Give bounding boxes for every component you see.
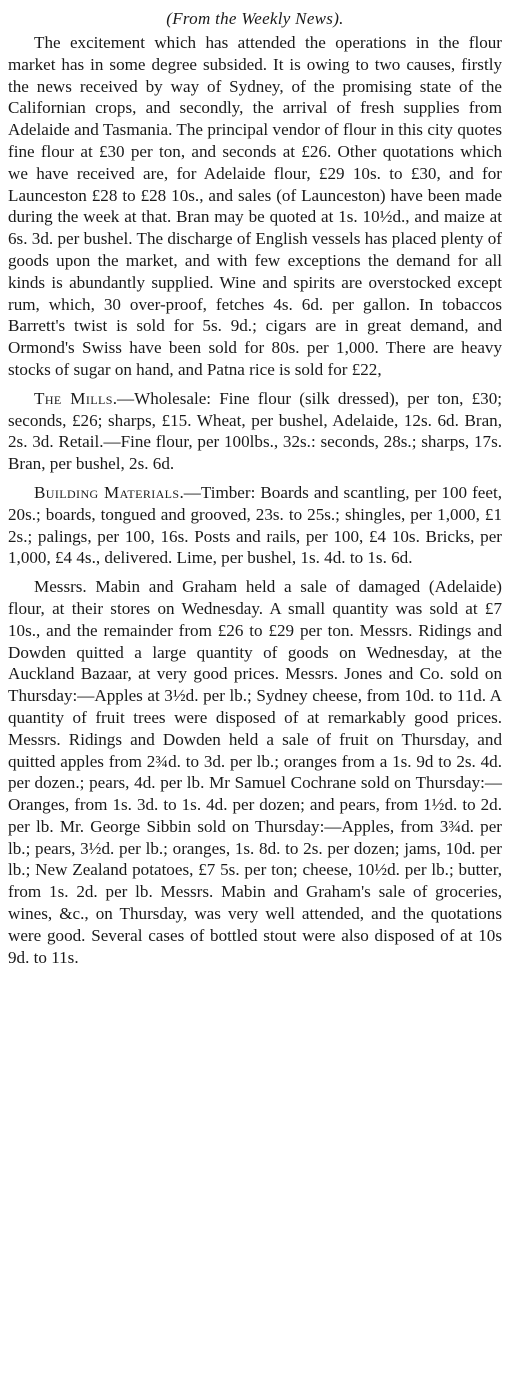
source-heading: (From the Weekly News). — [166, 9, 344, 28]
auction-sales-paragraph: Messrs. Mabin and Graham held a sale of damaged (Adelaide) flour, at their stores on Wednesday. A small quantity was sold at £7 10s., and the remainder from £26 to £29 per ton. Messrs. Ridings and Dowden quitted a large quantity of goods on Wednesday, at the Auckland Bazaar, at very good prices. Messrs. Jones and Co. sold on Thursday:—Apples at 3½d. per lb.; Sydney cheese, from 10d. to 11d. A quantity of fruit trees were disposed of at remarkably good prices. Messrs. Ridings and Dowden held a sale of fruit on Thursday, and quitted apples from 2¾d. to 3d. per lb.; oranges from a 1s. 9d to 2s. 4d. per dozen.; pears, 4d. per lb. Mr Samuel Cochrane sold on Thursday:—Oranges, from 1s. 3d. to 1s. 4d. per dozen; and pears, from 1½d. to 2d. per lb. Mr. George Sibbin sold on Thursday:—Apples, from 3¾d. per lb.; pears, 3½d. per lb.; oranges, 1s. 8d. to 2s. per dozen; jams, 10d. per lb.; New Zealand potatoes, £7 5s. per ton; cheese, 10½d. per lb.; butter, from 1s. 2d. per lb. Messrs. Mabin and Graham's sale of groceries, wines, &c., on Thursday, was very well attended, and the quotations were good. Several cases of bottled stout were also disposed of at 10s 9d. to 11s. — [8, 577, 502, 967]
market-report-paragraph: The excitement which has attended the operations in the flour market has in some degree subsided. It is owing to two causes, firstly the news received by way of Sydney, of the promising state of the Californian crops, and secondly, the arrival of fresh supplies from Adelaide and Tasmania. The principal vendor of flour in this city quotes fine flour at £30 per ton, and seconds at £26. Other quotations which we have received are, for Adelaide flour, £29 10s. to £30, and for Launceston £28 to £28 10s., and sales (of Launceston) have been made during the week at that. Bran may be quoted at 1s. 10½d., and maize at 6s. 3d. per bushel. The discharge of English vessels has placed plenty of goods upon the market, and with few exceptions the demand for all kinds is abundantly supplied. Wine and spirits are overstocked except rum, which, 30 over-proof, fetches 4s. 6d. per gallon. In tobaccos Barrett's twist is sold for 5s. 9d.; cigars are in great demand, and Ormond's Swiss have been sold for 80s. per 1,000. There are heavy stocks of sugar on hand, and Patna rice is sold for £22, — [8, 33, 502, 379]
mills-paragraph — [8, 388, 502, 475]
building-materials-body: .—Timber: Boards and scantling, per 100 feet, 20s.; boards, tongued and grooved, 23s. to 25s.; shingles, per 1,000, £1 2s.; palings, per 100, 16s. Posts and rails, per 100, £4 10s. Bricks, per 1,000, £4 4s., delivered. Lime, per bushel, 1s. 4d. to 1s. 6d. — [8, 482, 503, 568]
building-materials-lead: Building Materials — [34, 482, 180, 502]
mills-lead: The Mills — [34, 388, 113, 408]
mills-body: .—Wholesale: Fine flour (silk dressed), per ton, £30; seconds, £26; sharps, £15. Wheat, per bushel, Adelaide, 12s. 6d. Bran, 2s. 3d. Retail.—Fine flour, per 100lbs., 32s.: seconds, 28s.; sharps, 17s. Bran, per bushel, 2s. 6d. — [8, 388, 503, 474]
building-materials-paragraph — [8, 482, 502, 569]
